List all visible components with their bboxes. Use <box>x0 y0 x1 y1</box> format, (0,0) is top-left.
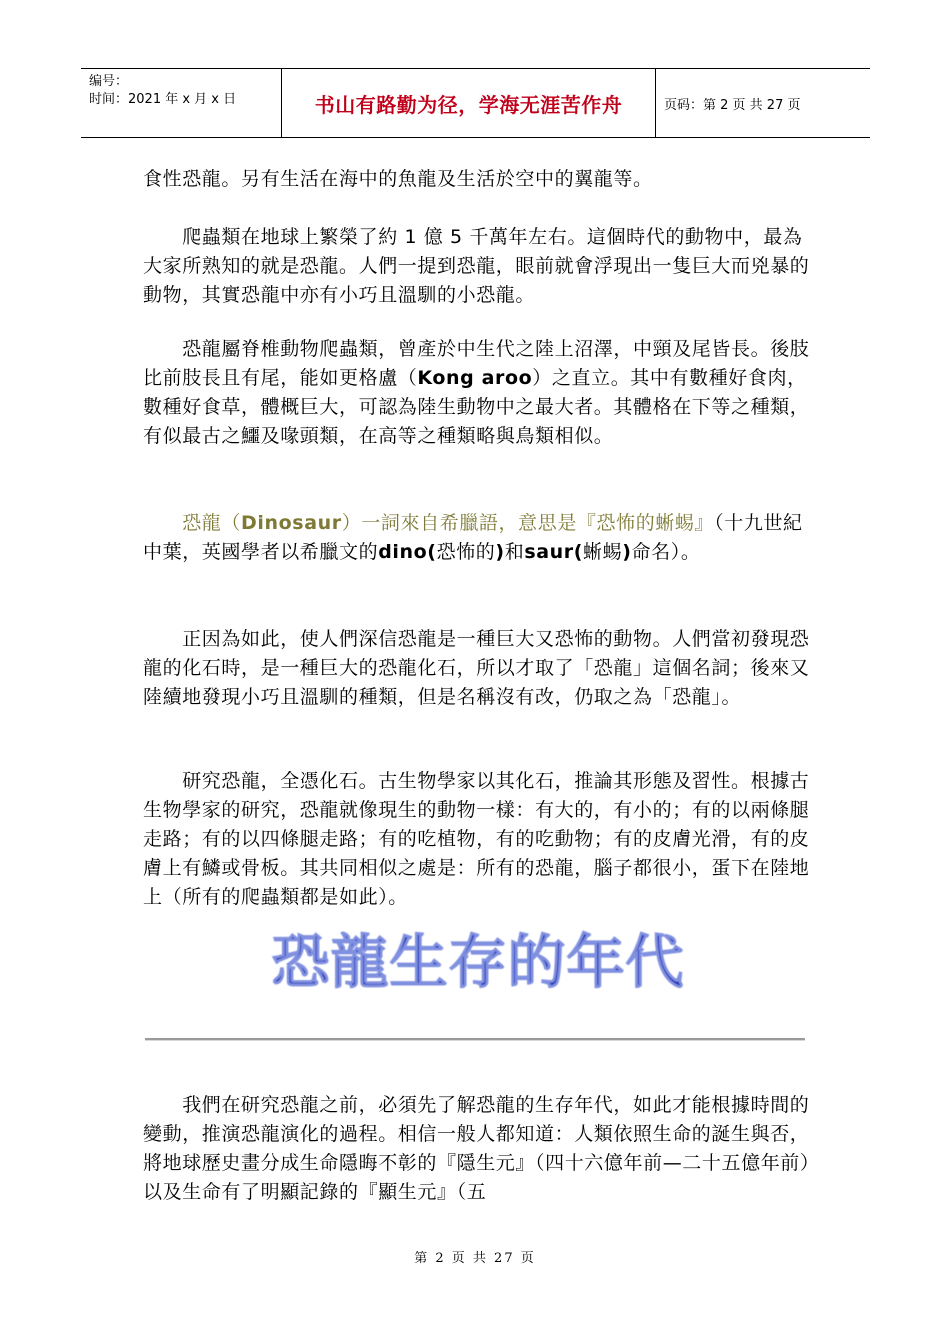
conjunction: 和 <box>504 541 525 563</box>
header-page-info: 页码：第 2 页 共 27 页 <box>664 97 801 113</box>
page-footer: 第 2 页 共 27 页 <box>414 1251 536 1266</box>
saur-meaning: 蜥蜴 <box>583 541 623 563</box>
paragraph-4-text <box>143 509 811 567</box>
paragraph-7 <box>143 1091 811 1207</box>
paragraph-5-text: 正因為如此，使人們深信恐龍是一種巨大又恐怖的動物。人們當初發現恐龍的化石時，是一種巨大的恐龍化石，所以才取了「恐龍」這個名詞；後來又陸續地發現小巧且溫馴的種類，但是名稱沒有改，仍取之為「恐龍」。 <box>143 628 810 708</box>
horizontal-divider <box>145 1038 805 1041</box>
dino-close: ) <box>495 541 505 563</box>
paragraph-2-text: 爬蟲類在地球上繁榮了約 1 億 5 千萬年左右。這個時代的動物中，最為大家所熟知的就是恐龍。人們一提到恐龍，眼前就會浮現出一隻巨大而兇暴的動物，其實恐龍中亦有小巧且溫馴的小恐龍。 <box>143 226 810 306</box>
paragraph-7-text: 我們在研究恐龍之前，必須先了解恐龍的生存年代，如此才能根據時間的變動，推演恐龍演化的過程。相信一般人都知道：人類依照生命的誕生與否，將地球歷史畫分成生命隱晦不彰的『隱生元』（四十六億年前—二十五億年前）以及生命有了明顯記錄的『顯生元』（五 <box>143 1094 811 1203</box>
banner-title: 恐龍生存的年代 <box>271 928 685 996</box>
paragraph-4-part-a: 恐龍（ <box>143 512 242 534</box>
time-label: 时间：2021 年 x 月 x 日 <box>89 92 237 107</box>
paragraph-5 <box>143 625 811 712</box>
dino-term: dino( <box>378 541 437 563</box>
paragraph-4-part-l: 命名）。 <box>631 541 701 563</box>
header-motto-cell <box>282 69 656 137</box>
paragraph-3-part-c: ）之直立。其中有數種好食肉，數種好食草，體概巨大，可認為陸生動物中之最大者。其體格在下等之種類，有似最古之鱷及喙頭類，在高等之種類略與鳥類相似。 <box>143 367 810 447</box>
paragraph-3 <box>143 335 811 451</box>
page-header <box>81 68 870 138</box>
paragraph-1 <box>143 165 811 194</box>
saur-term: saur( <box>524 541 584 563</box>
header-page-cell <box>656 69 870 137</box>
header-meta-cell <box>81 69 282 137</box>
dino-meaning: 恐怖的 <box>436 541 496 563</box>
number-label: 编号： <box>89 74 129 89</box>
paragraph-4 <box>143 509 811 567</box>
dinosaur-term: Dinosaur <box>241 512 342 534</box>
paragraph-2 <box>143 223 811 310</box>
saur-close: ) <box>622 541 632 563</box>
paragraph-3-part-a: 恐龍屬脊椎動物爬蟲類，曾產於中生代之陸上沼澤，中頸及尾皆長。後肢比前肢長且有尾，能如更格盧（ <box>143 338 810 389</box>
paragraph-6-text: 研究恐龍，全憑化石。古生物學家以其化石，推論其形態及習性。根據古生物學家的研究，恐龍就像現生的動物一樣：有大的，有小的；有的以兩條腿走路；有的以四條腿走路；有的吃植物，有的吃動物；有的皮膚光滑，有的皮膚上有鱗或骨板。其共同相似之處是：所有的恐龍，腦子都很小，蛋下在陸地上（所有的爬蟲類都是如此）。 <box>143 770 810 908</box>
paragraph-4-part-d: （十九世紀中葉，英國學者以希臘文的 <box>143 512 803 563</box>
paragraph-1-text: 食性恐龍。另有生活在海中的魚龍及生活於空中的翼龍等。 <box>143 168 653 190</box>
paragraph-3-text <box>143 335 811 451</box>
header-motto: 书山有路勤为径，学海无涯苦作舟 <box>314 92 623 117</box>
kangaroo-term: Kong aroo <box>417 367 533 389</box>
paragraph-4-part-c: ）一詞來自希臘語，意思是『恐怖的蜥蜴』 <box>341 512 715 534</box>
dinosaur-era-banner <box>268 926 688 996</box>
paragraph-6 <box>143 767 811 912</box>
